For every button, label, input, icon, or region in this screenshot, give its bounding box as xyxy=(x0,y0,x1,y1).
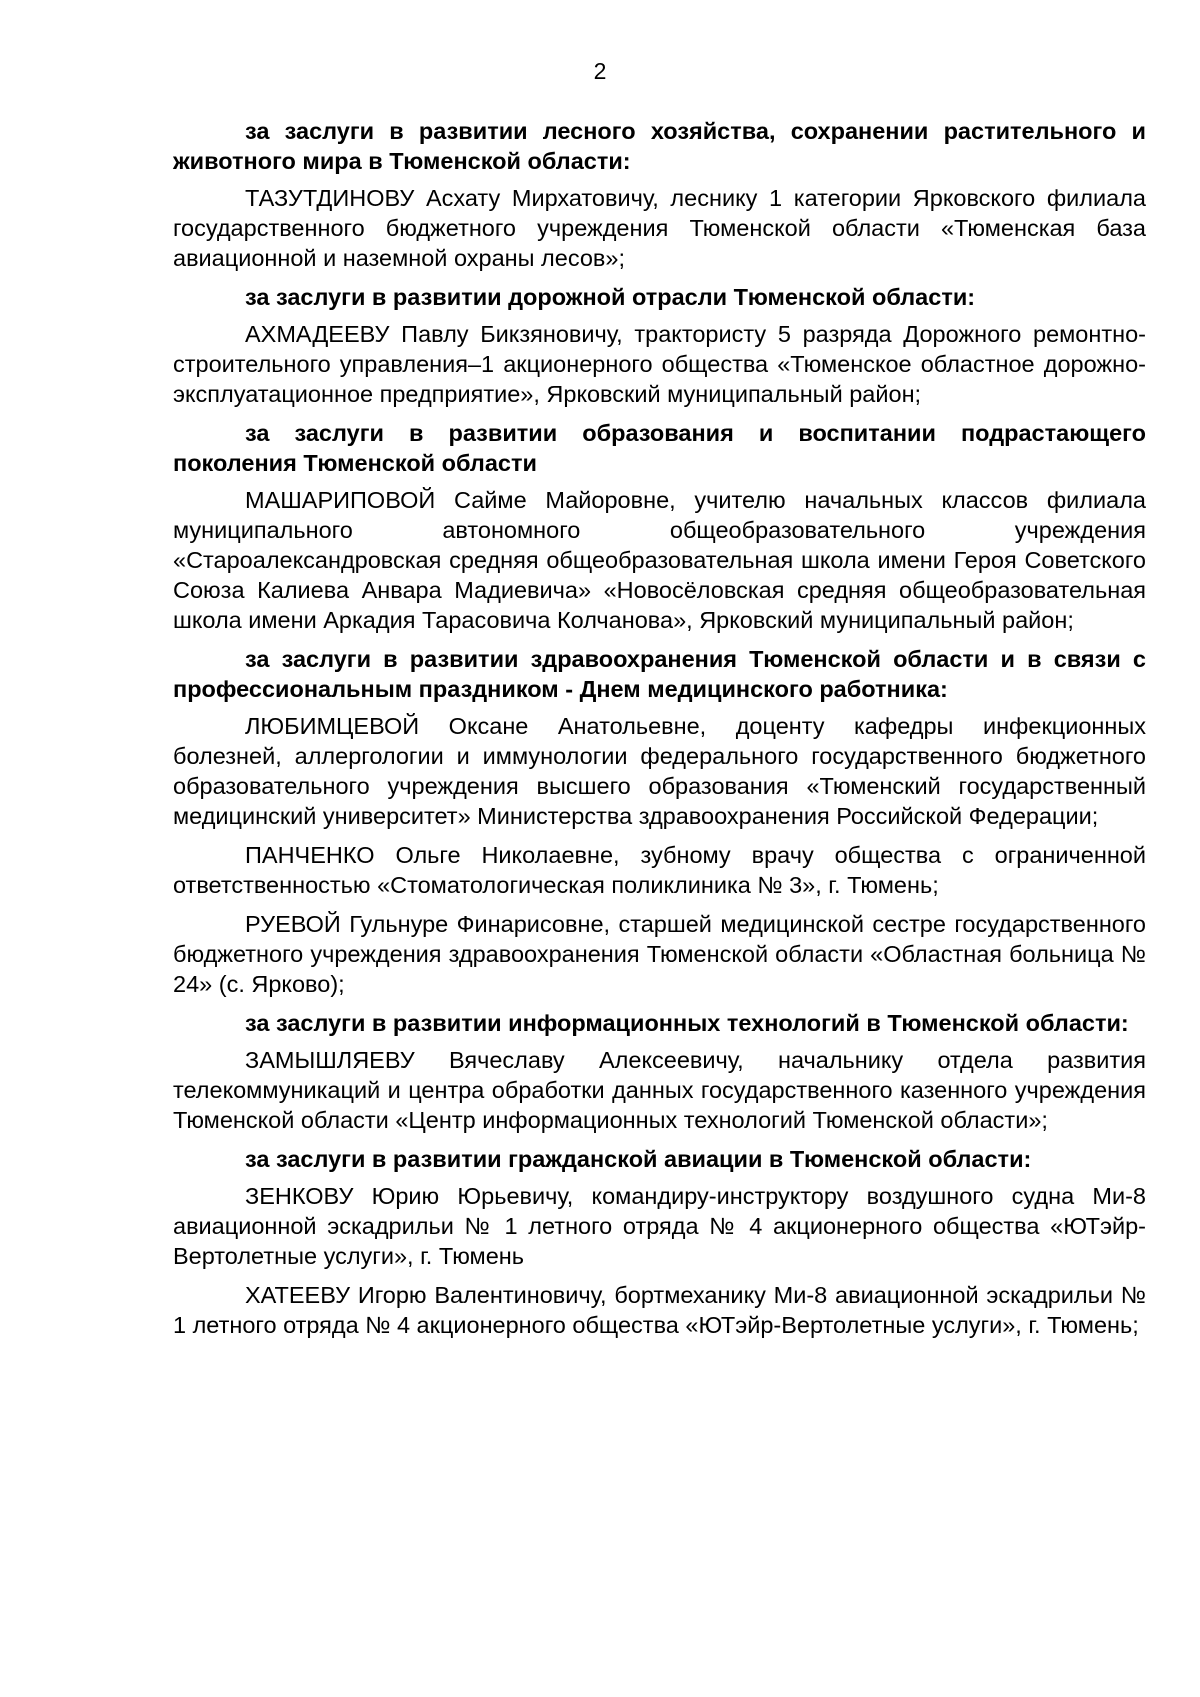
page-number: 2 xyxy=(593,58,607,84)
section-heading: за заслуги в развитии дорожной отрасли Тюменской области: xyxy=(245,284,976,310)
section-heading: за заслуги в развитии здравоохранения Тюменской области и в связи с профессиональным праздником - Днем медицинского работника: xyxy=(173,646,1146,702)
section-heading: за заслуги в развитии образования и воспитании подрастающего поколения Тюменской области xyxy=(173,420,1146,476)
award-entry: ЗАМЫШЛЯЕВУ Вячеславу Алексеевичу, начальнику отдела развития телекоммуникаций и центра обработки данных государственного казенного учреждения Тюменской области «Центр информационных технологий Тюменской области»; xyxy=(173,1047,1146,1133)
award-entry: ПАНЧЕНКО Ольге Николаевне, зубному врачу общества с ограниченной ответственностью «Стоматологическая поликлиника № 3», г. Тюмень; xyxy=(173,842,1146,898)
award-entry: ТАЗУТДИНОВУ Асхату Мирхатовичу, леснику 1 категории Ярковского филиала государственного бюджетного учреждения Тюменской области «Тюменская база авиационной и наземной охраны лесов»; xyxy=(173,185,1146,271)
award-entry: РУЕВОЙ Гульнуре Финарисовне, старшей медицинской сестре государственного бюджетного учреждения здравоохранения Тюменской области «Областная больница № 24» (с. Ярково); xyxy=(173,911,1146,997)
section-heading: за заслуги в развитии гражданской авиации в Тюменской области: xyxy=(245,1146,1032,1172)
award-section-healthcare xyxy=(173,644,1146,999)
section-heading: за заслуги в развитии лесного хозяйства, сохранении растительного и животного мира в Тюменской области: xyxy=(173,118,1146,174)
section-heading: за заслуги в развитии информационных технологий в Тюменской области: xyxy=(245,1010,1129,1036)
award-section-it xyxy=(173,1008,1146,1135)
award-entry: ХАТЕЕВУ Игорю Валентиновичу, бортмеханику Ми-8 авиационной эскадрильи № 1 летного отряда № 4 акционерного общества «ЮТэйр-Вертолетные услуги», г. Тюмень; xyxy=(173,1282,1146,1338)
document-body xyxy=(173,116,1146,1349)
award-entry: АХМАДЕЕВУ Павлу Бикзяновичу, трактористу 5 разряда Дорожного ремонтно-строительного управления–1 акционерного общества «Тюменское областное дорожно-эксплуатационное предприятие», Ярковский муниципальный район; xyxy=(173,321,1146,407)
award-section-aviation xyxy=(173,1144,1146,1340)
award-entry: МАШАРИПОВОЙ Сайме Майоровне, учителю начальных классов филиала муниципального автономного общеобразовательного учреждения «Староалександровская средняя общеобразовательная школа имени Героя Советского Союза Калиева Анвара Мадиевича» «Новосёловская средняя общеобразовательная школа имени Аркадия Тарасовича Колчанова», Ярковский муниципальный район; xyxy=(173,487,1146,633)
award-entry: ЗЕНКОВУ Юрию Юрьевичу, командиру-инструктору воздушного судна Ми-8 авиационной эскадрильи № 1 летного отряда № 4 акционерного общества «ЮТэйр-Вертолетные услуги», г. Тюмень xyxy=(173,1183,1146,1269)
award-entry: ЛЮБИМЦЕВОЙ Оксане Анатольевне, доценту кафедры инфекционных болезней, аллергологии и иммунологии федерального государственного бюджетного образовательного учреждения высшего образования «Тюменский государственный медицинский университет» Министерства здравоохранения Российской Федерации; xyxy=(173,713,1146,829)
award-section-forestry xyxy=(173,116,1146,273)
award-section-roads xyxy=(173,282,1146,409)
award-section-education xyxy=(173,418,1146,635)
